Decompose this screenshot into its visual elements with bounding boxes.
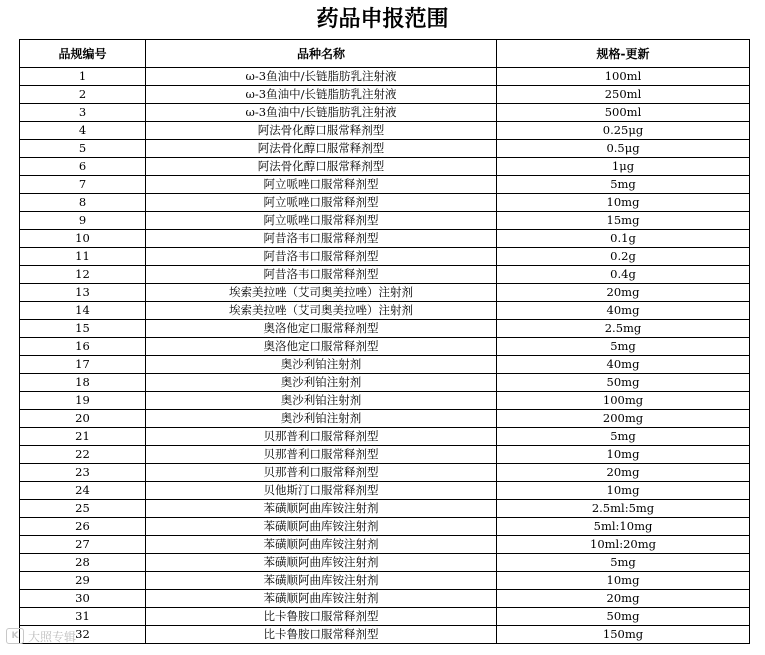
- cell-spec: 0.25μg: [497, 122, 750, 140]
- table-row: [20, 320, 750, 338]
- header-no: 品规编号: [20, 40, 146, 68]
- cell-no: 15: [20, 320, 146, 338]
- cell-spec: 5mg: [497, 338, 750, 356]
- cell-spec: 0.2g: [497, 248, 750, 266]
- cell-no: 32: [20, 626, 146, 644]
- cell-no: 9: [20, 212, 146, 230]
- cell-no: 7: [20, 176, 146, 194]
- table-row: [20, 554, 750, 572]
- cell-name: 贝他斯汀口服常释剂型: [146, 482, 497, 500]
- cell-name: 贝那普利口服常释剂型: [146, 428, 497, 446]
- cell-no: 10: [20, 230, 146, 248]
- cell-name: 贝那普利口服常释剂型: [146, 464, 497, 482]
- table-row: [20, 122, 750, 140]
- table-body: [20, 68, 750, 644]
- cell-no: 30: [20, 590, 146, 608]
- table-row: [20, 284, 750, 302]
- cell-name: 苯磺顺阿曲库铵注射剂: [146, 590, 497, 608]
- cell-spec: 50mg: [497, 608, 750, 626]
- cell-name: 埃索美拉唑（艾司奥美拉唑）注射剂: [146, 302, 497, 320]
- cell-no: 6: [20, 158, 146, 176]
- cell-spec: 500ml: [497, 104, 750, 122]
- table-row: [20, 86, 750, 104]
- cell-name: ω-3鱼油中/长链脂肪乳注射液: [146, 104, 497, 122]
- cell-spec: 0.5μg: [497, 140, 750, 158]
- watermark-logo-icon: K: [6, 628, 24, 644]
- table-row: [20, 392, 750, 410]
- table-row: [20, 176, 750, 194]
- cell-spec: 5ml:10mg: [497, 518, 750, 536]
- cell-name: 阿立哌唑口服常释剂型: [146, 212, 497, 230]
- cell-no: 25: [20, 500, 146, 518]
- cell-no: 4: [20, 122, 146, 140]
- cell-name: 奥沙利铂注射剂: [146, 356, 497, 374]
- cell-spec: 40mg: [497, 302, 750, 320]
- table-row: [20, 608, 750, 626]
- table-row: [20, 212, 750, 230]
- cell-no: 16: [20, 338, 146, 356]
- table-row: [20, 446, 750, 464]
- cell-no: 21: [20, 428, 146, 446]
- table-header: [20, 40, 750, 68]
- header-row: [20, 40, 750, 68]
- cell-name: 阿昔洛韦口服常释剂型: [146, 248, 497, 266]
- watermark-text: 大照专辑: [28, 629, 77, 644]
- cell-spec: 2.5ml:5mg: [497, 500, 750, 518]
- cell-name: 苯磺顺阿曲库铵注射剂: [146, 518, 497, 536]
- cell-name: 苯磺顺阿曲库铵注射剂: [146, 554, 497, 572]
- table-row: [20, 104, 750, 122]
- table-row: [20, 464, 750, 482]
- cell-no: 8: [20, 194, 146, 212]
- table-row: [20, 356, 750, 374]
- cell-no: 31: [20, 608, 146, 626]
- cell-name: 苯磺顺阿曲库铵注射剂: [146, 500, 497, 518]
- table-row: [20, 338, 750, 356]
- cell-spec: 20mg: [497, 284, 750, 302]
- cell-name: 阿立哌唑口服常释剂型: [146, 194, 497, 212]
- cell-name: 奥沙利铂注射剂: [146, 392, 497, 410]
- cell-spec: 150mg: [497, 626, 750, 644]
- cell-no: 29: [20, 572, 146, 590]
- table-row: [20, 158, 750, 176]
- cell-name: 阿立哌唑口服常释剂型: [146, 176, 497, 194]
- cell-spec: 15mg: [497, 212, 750, 230]
- cell-spec: 10mg: [497, 572, 750, 590]
- cell-name: 奥沙利铂注射剂: [146, 410, 497, 428]
- table-row: [20, 482, 750, 500]
- cell-no: 12: [20, 266, 146, 284]
- cell-spec: 0.1g: [497, 230, 750, 248]
- cell-name: 阿昔洛韦口服常释剂型: [146, 230, 497, 248]
- cell-no: 13: [20, 284, 146, 302]
- cell-spec: 250ml: [497, 86, 750, 104]
- cell-spec: 50mg: [497, 374, 750, 392]
- table-row: [20, 572, 750, 590]
- cell-spec: 5mg: [497, 176, 750, 194]
- cell-spec: 40mg: [497, 356, 750, 374]
- cell-no: 18: [20, 374, 146, 392]
- cell-name: ω-3鱼油中/长链脂肪乳注射液: [146, 68, 497, 86]
- cell-name: 奥洛他定口服常释剂型: [146, 320, 497, 338]
- cell-no: 3: [20, 104, 146, 122]
- cell-name: 阿法骨化醇口服常释剂型: [146, 140, 497, 158]
- cell-name: 阿法骨化醇口服常释剂型: [146, 158, 497, 176]
- header-name: 品种名称: [146, 40, 497, 68]
- cell-no: 5: [20, 140, 146, 158]
- page-title: 药品申报范围: [316, 7, 449, 32]
- cell-spec: 2.5mg: [497, 320, 750, 338]
- cell-spec: 10mg: [497, 482, 750, 500]
- cell-name: 阿昔洛韦口服常释剂型: [146, 266, 497, 284]
- drug-table: [19, 39, 750, 644]
- cell-name: ω-3鱼油中/长链脂肪乳注射液: [146, 86, 497, 104]
- table-row: [20, 374, 750, 392]
- table-row: [20, 266, 750, 284]
- cell-spec: 20mg: [497, 464, 750, 482]
- cell-no: 19: [20, 392, 146, 410]
- cell-no: 26: [20, 518, 146, 536]
- table-row: [20, 194, 750, 212]
- cell-spec: 200mg: [497, 410, 750, 428]
- cell-name: 比卡鲁胺口服常释剂型: [146, 608, 497, 626]
- table-row: [20, 500, 750, 518]
- table-row: [20, 626, 750, 644]
- cell-no: 28: [20, 554, 146, 572]
- cell-name: 阿法骨化醇口服常释剂型: [146, 122, 497, 140]
- table-row: [20, 590, 750, 608]
- cell-name: 奥沙利铂注射剂: [146, 374, 497, 392]
- cell-spec: 10ml:20mg: [497, 536, 750, 554]
- cell-name: 苯磺顺阿曲库铵注射剂: [146, 536, 497, 554]
- header-spec: 规格-更新: [497, 40, 750, 68]
- table-row: [20, 230, 750, 248]
- cell-no: 20: [20, 410, 146, 428]
- cell-spec: 20mg: [497, 590, 750, 608]
- table-row: [20, 140, 750, 158]
- watermark: [6, 626, 76, 646]
- cell-spec: 0.4g: [497, 266, 750, 284]
- table-row: [20, 518, 750, 536]
- cell-name: 贝那普利口服常释剂型: [146, 446, 497, 464]
- cell-spec: 1μg: [497, 158, 750, 176]
- cell-no: 14: [20, 302, 146, 320]
- cell-no: 2: [20, 86, 146, 104]
- table-row: [20, 428, 750, 446]
- cell-name: 比卡鲁胺口服常释剂型: [146, 626, 497, 644]
- cell-spec: 100ml: [497, 68, 750, 86]
- table-row: [20, 536, 750, 554]
- cell-name: 苯磺顺阿曲库铵注射剂: [146, 572, 497, 590]
- cell-no: 17: [20, 356, 146, 374]
- cell-no: 24: [20, 482, 146, 500]
- cell-name: 埃索美拉唑（艾司奥美拉唑）注射剂: [146, 284, 497, 302]
- cell-name: 奥洛他定口服常释剂型: [146, 338, 497, 356]
- table-row: [20, 248, 750, 266]
- cell-spec: 5mg: [497, 428, 750, 446]
- cell-no: 1: [20, 68, 146, 86]
- table-row: [20, 410, 750, 428]
- cell-no: 11: [20, 248, 146, 266]
- cell-spec: 5mg: [497, 554, 750, 572]
- cell-spec: 10mg: [497, 194, 750, 212]
- table-row: [20, 302, 750, 320]
- cell-spec: 10mg: [497, 446, 750, 464]
- table-row: [20, 68, 750, 86]
- cell-no: 23: [20, 464, 146, 482]
- cell-no: 27: [20, 536, 146, 554]
- cell-spec: 100mg: [497, 392, 750, 410]
- cell-no: 22: [20, 446, 146, 464]
